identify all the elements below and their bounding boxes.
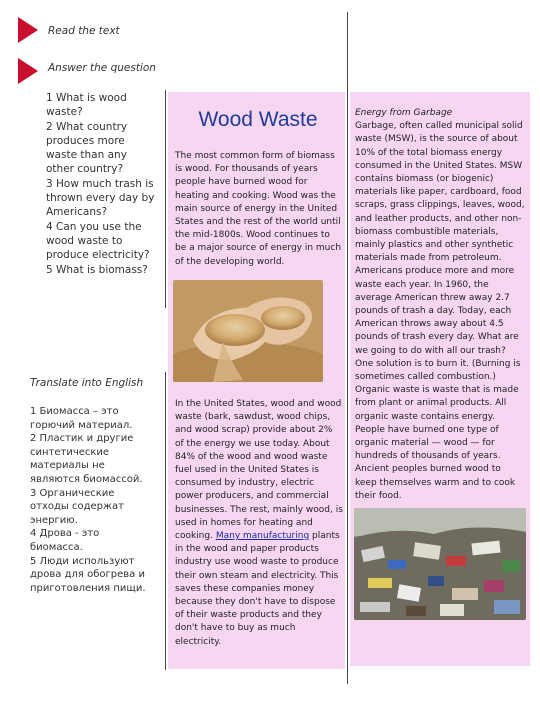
garbage-text xyxy=(355,107,525,503)
translate-item: 1 Биомасса – это горючий материал. xyxy=(30,406,133,431)
question-item: 5 What is biomass? xyxy=(46,263,148,276)
question-item: 4 Can you use the wood waste to produce electricity? xyxy=(46,220,150,262)
arrow-bullet-icon xyxy=(18,58,38,84)
translate-item: 4 Дрова - это биомасса. xyxy=(30,528,100,553)
questions-list xyxy=(46,91,156,277)
question-item: 1 What is wood waste? xyxy=(46,92,127,119)
column-divider xyxy=(347,12,348,684)
instruction-read: Read the text xyxy=(48,25,120,37)
translate-item: 2 Пластик и другие синтетические материалы не являются биомассой. xyxy=(30,433,143,485)
wood-waste-para2-end: plants in the wood and paper products industry use wood waste to produce their own steam and electricity. This saves these companies money because they don't have to dispose of their waste products and they don't have to buy as much electricity. xyxy=(175,531,340,647)
garbage-heading: Energy from Garbage xyxy=(355,108,453,118)
wood-waste-title: Wood Waste xyxy=(198,108,318,131)
translate-list xyxy=(30,405,148,595)
garbage-para2: Americans produce more and more waste each year. In 1960, the average American threw away 2.7 pounds of trash a day. Today, each American throws away about 4.5 pounds of trash every day. What are we going to do with all our trash? One solution is to burn it. (Burning is sometimes called combustion.) Organic waste is waste that is made from plant or animal products. All organic waste contains energy. People have burned one type of organic material — wood — for hundreds of thousands of years. Ancient peoples burned wood to keep themselves warm and to cook their food. xyxy=(355,266,521,501)
garbage-para1: Garbage, often called municipal solid waste (MSW), is the source of about 10% of the total biomass energy consumed in the United States. MSW contains biomass (or biogenic) materials like paper, cardboard, food scraps, grass clippings, leaves, wood, and leather products, and other non-biomass combustible materials, mainly plastics and other synthetic materials made from petroleum. xyxy=(355,121,525,264)
sawdust-hands-photo xyxy=(173,280,323,382)
wood-waste-para2 xyxy=(175,398,343,649)
question-item: 2 What country produces more waste than any other country? xyxy=(46,120,128,176)
garbage-pile-photo xyxy=(354,508,526,620)
question-item: 3 How much trash is thrown every day by Americans? xyxy=(46,177,155,219)
arrow-bullet-icon xyxy=(18,17,38,43)
left-divider xyxy=(165,372,166,670)
wood-waste-para2-start: In the United States, wood and wood waste (bark, sawdust, wood chips, and wood scrap) provide about 2% of the energy we use today. About 84% of the wood and wood waste fuel used in the United States is consumed by industry, electric power producers, and commercial businesses. The rest, mainly wood, is used in homes for heating and cooking. xyxy=(175,399,343,542)
wood-waste-para1: The most common form of biomass is wood. For thousands of years people have burned wood for heating and cooking. Wood was the main source of energy in the United States and the rest of the world until the mid-1800s. Wood continues to be a major source of energy in much of the developing world. xyxy=(175,151,342,267)
instruction-answer: Answer the question xyxy=(48,62,156,74)
translate-item: 3 Органические отходы содержат энергию. xyxy=(30,487,124,526)
many-manufacturing-link[interactable]: Many manufacturing xyxy=(215,531,310,542)
translate-heading: Translate into English xyxy=(30,377,144,389)
translate-item: 5 Люди используют дрова для обогрева и приготовления пищи. xyxy=(30,555,146,594)
left-divider xyxy=(165,90,166,308)
